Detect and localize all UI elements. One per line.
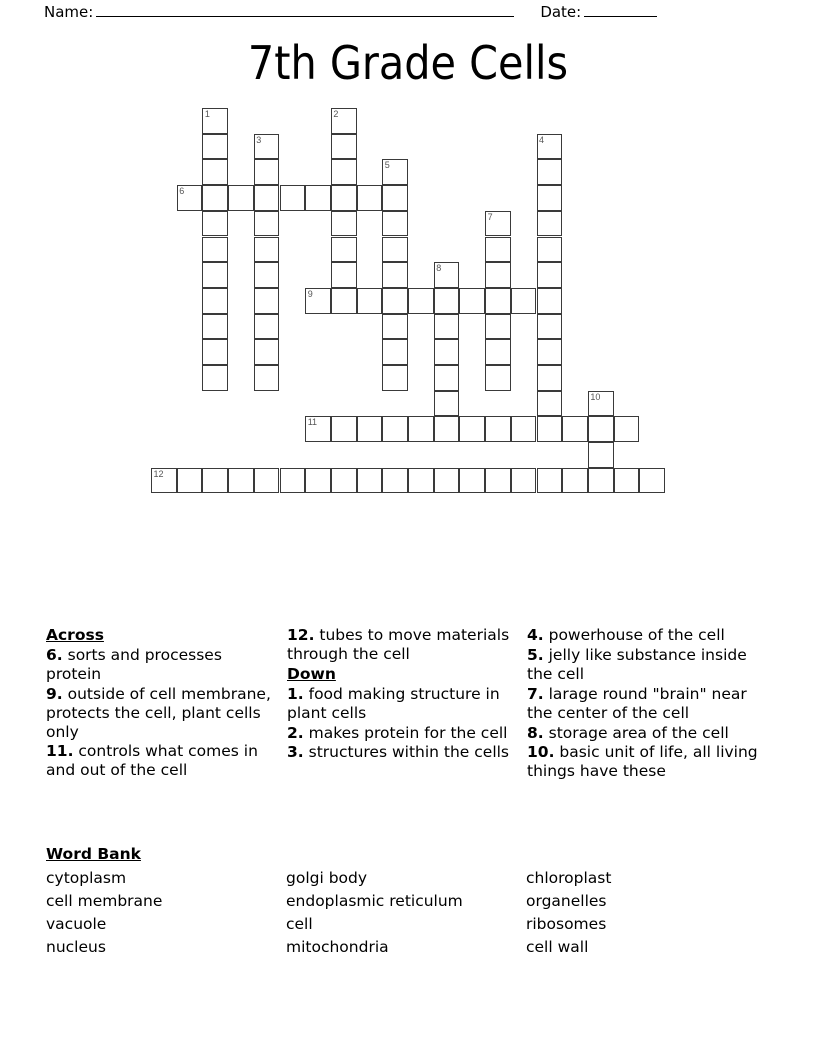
crossword-cell[interactable] (254, 365, 280, 391)
crossword-cell-number: 11 (307, 417, 318, 428)
crossword-cell[interactable] (408, 468, 434, 494)
crossword-cell[interactable] (511, 288, 537, 314)
clue-across-6 (46, 646, 278, 684)
word-bank-item: vacuole (46, 914, 107, 933)
crossword-cell[interactable] (614, 468, 640, 494)
crossword-cell[interactable] (202, 365, 228, 391)
crossword-cell[interactable] (562, 468, 588, 494)
clues-section (0, 626, 816, 836)
clue-down-7-number: 7. (527, 684, 544, 703)
crossword-cell[interactable] (305, 185, 331, 211)
crossword-cell[interactable] (331, 159, 357, 185)
crossword-cell[interactable] (357, 185, 383, 211)
crossword-cell[interactable] (202, 314, 228, 340)
crossword-cell[interactable] (382, 468, 408, 494)
word-bank-section (46, 845, 786, 959)
clue-down-3-text: structures within the cells (303, 743, 510, 762)
date-label: Date: (540, 3, 582, 21)
clue-down-7-text: larage round "brain" near the center of the cell (527, 684, 747, 722)
crossword-cell[interactable] (254, 314, 280, 340)
crossword-cell[interactable] (639, 468, 665, 494)
crossword-cell[interactable] (511, 468, 537, 494)
crossword-cell[interactable] (382, 365, 408, 391)
page-title: 7th Grade Cells (247, 36, 569, 90)
crossword-cell-number: 12 (153, 468, 164, 479)
crossword-cell[interactable] (382, 416, 408, 442)
clue-down-8-text: storage area of the cell (543, 723, 729, 742)
word-bank-item: mitochondria (286, 937, 389, 956)
crossword-cell[interactable] (254, 211, 280, 237)
crossword-cell[interactable] (382, 237, 408, 263)
clue-down-7 (527, 685, 771, 723)
clue-across-9-text: outside of cell membrane, protects the cell, plant cells only (46, 684, 271, 741)
crossword-cell[interactable] (537, 211, 563, 237)
clue-down-4-text: powerhouse of the cell (543, 626, 725, 644)
crossword-cell[interactable] (331, 211, 357, 237)
crossword-cell-number: 6 (179, 186, 185, 197)
crossword-cell[interactable] (537, 468, 563, 494)
crossword-cell[interactable] (280, 468, 306, 494)
crossword-cell[interactable] (382, 262, 408, 288)
crossword-cell[interactable] (254, 185, 280, 211)
word-bank-item: endoplasmic reticulum (286, 891, 463, 910)
crossword-cell[interactable] (202, 339, 228, 365)
crossword-cell[interactable] (202, 262, 228, 288)
crossword-cell[interactable] (202, 211, 228, 237)
crossword-cell-number: 10 (590, 391, 601, 402)
crossword-cell[interactable] (254, 468, 280, 494)
crossword-cell[interactable] (537, 288, 563, 314)
word-bank-title: Word Bank (46, 845, 141, 863)
crossword-cell-number: 1 (204, 109, 210, 119)
clue-down-10-text: basic unit of life, all living things have these (527, 743, 758, 781)
crossword-cell[interactable] (202, 288, 228, 314)
crossword-cell-number: 7 (487, 211, 493, 222)
crossword-cell[interactable] (485, 314, 511, 340)
crossword-cell[interactable] (331, 134, 357, 160)
crossword-cell[interactable] (588, 391, 614, 417)
crossword-cell[interactable] (305, 416, 331, 442)
crossword-cell-number: 9 (307, 288, 313, 299)
clue-across-12-text: tubes to move materials through the cell (287, 626, 510, 663)
crossword-cell[interactable] (202, 237, 228, 263)
crossword-cell[interactable] (434, 416, 460, 442)
crossword-cell[interactable] (331, 262, 357, 288)
crossword-cell[interactable] (408, 416, 434, 442)
crossword-cell[interactable] (202, 185, 228, 211)
crossword-cell[interactable] (434, 339, 460, 365)
crossword-cell[interactable] (434, 314, 460, 340)
crossword-cell[interactable] (614, 416, 640, 442)
clue-column-1 (46, 626, 278, 781)
crossword-cell[interactable] (562, 416, 588, 442)
crossword-cell[interactable] (537, 365, 563, 391)
crossword-cell[interactable] (331, 237, 357, 263)
crossword-cell[interactable] (382, 314, 408, 340)
clue-down-8-number: 8. (527, 723, 544, 742)
crossword-cell[interactable] (228, 468, 254, 494)
crossword-cell[interactable] (202, 468, 228, 494)
clue-across-12 (287, 626, 521, 664)
word-bank-item: cytoplasm (46, 869, 127, 887)
crossword-cell[interactable] (254, 288, 280, 314)
word-bank-item: nucleus (46, 937, 106, 956)
word-bank-item: ribosomes (526, 914, 607, 933)
word-bank-item: chloroplast (526, 869, 612, 887)
clue-down-3-number: 3. (287, 743, 304, 762)
clue-across-9 (46, 685, 278, 742)
crossword-cell[interactable] (228, 185, 254, 211)
crossword-cell[interactable] (202, 108, 228, 134)
crossword-cell[interactable] (537, 314, 563, 340)
crossword-cell[interactable] (254, 237, 280, 263)
clue-down-10 (527, 743, 771, 781)
crossword-cell-number: 2 (333, 109, 339, 119)
crossword-cell[interactable] (382, 159, 408, 185)
crossword-cell[interactable] (537, 134, 563, 160)
crossword-cell[interactable] (202, 159, 228, 185)
crossword-cell[interactable] (305, 288, 331, 314)
crossword-cell-number: 4 (539, 134, 545, 145)
crossword-cell[interactable] (537, 391, 563, 417)
crossword-cell[interactable] (434, 288, 460, 314)
word-bank-item: cell membrane (46, 891, 163, 910)
crossword-cell[interactable] (485, 262, 511, 288)
clue-down-3 (287, 743, 521, 762)
crossword-cell[interactable] (177, 185, 203, 211)
clue-down-5-number: 5. (527, 645, 544, 664)
word-bank-item: golgi body (286, 869, 368, 887)
crossword-cell[interactable] (485, 288, 511, 314)
crossword-cell[interactable] (537, 416, 563, 442)
clue-down-8 (527, 724, 771, 743)
clue-across-6-number: 6. (46, 645, 63, 664)
crossword-cell[interactable] (459, 416, 485, 442)
word-bank-grid (46, 867, 786, 959)
crossword-cell[interactable] (357, 468, 383, 494)
crossword-cell[interactable] (357, 416, 383, 442)
crossword-cell[interactable] (588, 416, 614, 442)
crossword-cell[interactable] (434, 365, 460, 391)
clue-across-11-text: controls what comes in and out of the cell (46, 742, 258, 780)
word-bank-item: cell (286, 914, 313, 933)
name-date-row (0, 0, 816, 28)
crossword-cell-number: 8 (436, 263, 442, 274)
crossword-cell[interactable] (485, 211, 511, 237)
clue-across-11 (46, 742, 278, 780)
name-blank-line[interactable] (96, 3, 514, 17)
crossword-cell[interactable] (382, 185, 408, 211)
crossword-cell[interactable] (537, 159, 563, 185)
crossword-cell-number: 3 (256, 134, 262, 145)
crossword-cell[interactable] (254, 339, 280, 365)
down-heading: Down (287, 664, 336, 683)
clue-down-5-text: jelly like substance inside the cell (527, 645, 747, 683)
crossword-cell[interactable] (382, 211, 408, 237)
word-bank-item: cell wall (526, 937, 589, 956)
crossword-cell[interactable] (537, 262, 563, 288)
crossword-cell[interactable] (588, 468, 614, 494)
crossword-cell[interactable] (459, 468, 485, 494)
clue-down-10-number: 10. (527, 743, 555, 762)
clue-across-6-text: sorts and processes protein (46, 645, 222, 683)
clue-across-11-number: 11. (46, 742, 74, 761)
word-bank-item: organelles (526, 891, 607, 910)
crossword-cell[interactable] (254, 159, 280, 185)
crossword-cell[interactable] (254, 262, 280, 288)
crossword-cell-number: 5 (384, 160, 390, 171)
crossword-cell[interactable] (331, 416, 357, 442)
crossword-cell[interactable] (382, 288, 408, 314)
clue-down-1 (287, 685, 521, 723)
clue-down-2-text: makes protein for the cell (303, 723, 508, 742)
clue-down-4 (527, 626, 771, 645)
crossword-cell[interactable] (511, 416, 537, 442)
crossword-cell[interactable] (357, 288, 383, 314)
crossword-cell[interactable] (280, 185, 306, 211)
crossword-cell[interactable] (485, 339, 511, 365)
clue-column-2 (287, 626, 521, 763)
crossword-cell[interactable] (254, 134, 280, 160)
clue-down-2-number: 2. (287, 723, 304, 742)
crossword-cell[interactable] (459, 288, 485, 314)
across-heading: Across (46, 626, 104, 644)
crossword-cell[interactable] (177, 468, 203, 494)
clue-across-12-number: 12. (287, 626, 315, 644)
crossword-cell[interactable] (537, 339, 563, 365)
clue-down-1-text: food making structure in plant cells (287, 684, 500, 722)
clue-down-2 (287, 724, 521, 743)
crossword-cell[interactable] (434, 391, 460, 417)
clue-down-5 (527, 646, 771, 684)
crossword-cell[interactable] (408, 288, 434, 314)
crossword-cell[interactable] (305, 468, 331, 494)
crossword-cell[interactable] (331, 468, 357, 494)
crossword-cell[interactable] (434, 468, 460, 494)
crossword-cell[interactable] (537, 185, 563, 211)
crossword-cell[interactable] (382, 339, 408, 365)
clue-down-1-number: 1. (287, 684, 304, 703)
crossword-cell[interactable] (434, 262, 460, 288)
crossword-cell[interactable] (485, 416, 511, 442)
name-label: Name: (44, 3, 94, 21)
clue-down-4-number: 4. (527, 626, 544, 644)
clue-across-9-number: 9. (46, 684, 63, 703)
crossword-cell[interactable] (331, 108, 357, 134)
crossword-cell[interactable] (485, 468, 511, 494)
crossword-cell[interactable] (331, 185, 357, 211)
crossword-cell[interactable] (485, 237, 511, 263)
crossword-cell[interactable] (331, 288, 357, 314)
crossword-cell[interactable] (537, 237, 563, 263)
clue-column-3 (527, 626, 771, 782)
crossword-cell[interactable] (202, 134, 228, 160)
crossword-cell[interactable] (151, 468, 177, 494)
crossword-cell[interactable] (588, 442, 614, 468)
crossword-cell[interactable] (485, 365, 511, 391)
date-blank-line[interactable] (584, 3, 657, 17)
